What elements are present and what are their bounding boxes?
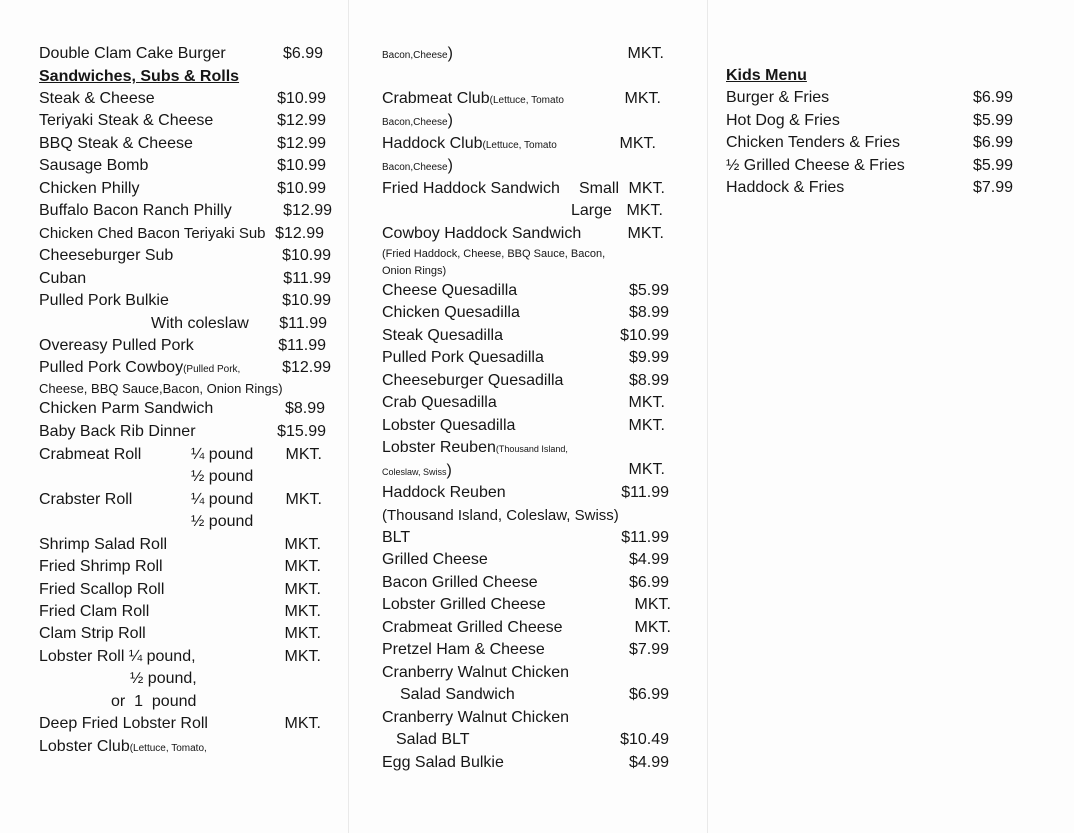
menu-item-name: Chicken Philly <box>39 180 140 197</box>
menu-item-name: Crabster Roll <box>39 491 133 508</box>
menu-item-size: Small <box>579 180 620 197</box>
menu-item-name: Hot Dog & Fries <box>726 112 840 129</box>
menu-item-price: MKT. <box>634 596 671 613</box>
menu-item-price: $12.99 <box>277 135 326 152</box>
menu-item-name: Steak Quesadilla <box>382 327 503 344</box>
menu-item-size: ½ pound <box>191 468 254 485</box>
menu-item-price: $10.99 <box>620 327 669 344</box>
menu-item-price: MKT. <box>619 135 656 152</box>
menu-item-name: Crabmeat Club(Lettuce, Tomato <box>382 90 564 107</box>
menu-item-price: $12.99 <box>277 112 326 129</box>
menu-item-name: Teriyaki Steak & Cheese <box>39 112 214 129</box>
menu-item-price: $7.99 <box>972 179 1013 196</box>
fold-line <box>348 0 349 833</box>
menu-item-name: Haddock Reuben <box>382 484 506 501</box>
menu-item-price: MKT. <box>284 558 321 575</box>
menu-item-price: $6.99 <box>972 134 1013 151</box>
menu-item-price: $11.99 <box>283 270 331 287</box>
menu-item-size: ¼ pound <box>191 491 254 508</box>
menu-item-name: Clam Strip Roll <box>39 625 146 642</box>
menu-item-size: ½ pound <box>191 513 254 530</box>
menu-item-price: MKT. <box>626 202 663 219</box>
menu-item-name: Shrimp Salad Roll <box>39 536 168 553</box>
menu-item-name: Bacon Grilled Cheese <box>382 574 538 591</box>
menu-item-price: MKT. <box>285 446 322 463</box>
menu-item-price: $11.99 <box>621 484 669 501</box>
menu-item-name: Crabmeat Grilled Cheese <box>382 619 563 636</box>
menu-item-price: MKT. <box>628 180 665 197</box>
menu-item-name: Lobster Roll ¼ pound, <box>39 648 196 665</box>
menu-item-name: Crab Quesadilla <box>382 394 497 411</box>
menu-item-name: Steak & Cheese <box>39 90 155 107</box>
menu-item-price: $6.99 <box>282 45 323 62</box>
menu-item-size: ½ pound, <box>130 670 197 687</box>
menu-item-price: $10.49 <box>620 731 669 748</box>
menu-item-name: Baby Back Rib Dinner <box>39 423 196 440</box>
menu-item-name: Lobster Grilled Cheese <box>382 596 546 613</box>
menu-item-price: $10.99 <box>277 180 326 197</box>
menu-item-price: MKT. <box>284 536 321 553</box>
menu-item-name: Cranberry Walnut Chicken <box>382 709 570 726</box>
menu-item-price: $4.99 <box>628 754 669 771</box>
menu-item-description: Onion Rings) <box>382 265 447 277</box>
menu-item-price: $7.99 <box>628 641 669 658</box>
menu-item-price: $11.99 <box>621 529 669 546</box>
menu-item-name: Double Clam Cake Burger <box>39 45 226 62</box>
menu-item-name: Chicken Parm Sandwich <box>39 400 214 417</box>
menu-item-name: Pulled Pork Quesadilla <box>382 349 544 366</box>
menu-item-name: BLT <box>382 529 411 546</box>
menu-item-name: ½ Grilled Cheese & Fries <box>726 157 905 174</box>
menu-item-name: Egg Salad Bulkie <box>382 754 504 771</box>
menu-item-name: Cranberry Walnut Chicken <box>382 664 570 681</box>
menu-item-price: MKT. <box>628 461 665 478</box>
menu-item-price: $9.99 <box>628 349 669 366</box>
menu-item-price: MKT. <box>284 715 321 732</box>
menu-item-name: Haddock & Fries <box>726 179 845 196</box>
menu-item-size: ¼ pound <box>191 446 254 463</box>
menu-item-price: $8.99 <box>628 372 669 389</box>
menu-item-price: MKT. <box>284 581 321 598</box>
menu-item-price: MKT. <box>627 45 664 62</box>
menu-item-name: Lobster Quesadilla <box>382 417 516 434</box>
menu-item-price: MKT. <box>285 491 322 508</box>
menu-item-price: $5.99 <box>972 112 1013 129</box>
menu-item-name: Sausage Bomb <box>39 157 149 174</box>
menu-item-price: $5.99 <box>628 282 669 299</box>
menu-item-price: $6.99 <box>972 89 1013 106</box>
menu-item-name: Pulled Pork Bulkie <box>39 292 169 309</box>
menu-item-name: Crabmeat Roll <box>39 446 142 463</box>
menu-item-name: Salad BLT <box>396 731 470 748</box>
menu-item-name: Fried Scallop Roll <box>39 581 165 598</box>
menu-item-name: Deep Fried Lobster Roll <box>39 715 208 732</box>
menu-item-price: MKT. <box>628 417 665 434</box>
menu-item-name: Cowboy Haddock Sandwich <box>382 225 582 242</box>
menu-item-price: $8.99 <box>284 400 325 417</box>
menu-item-description: Cheese, BBQ Sauce,Bacon, Onion Rings) <box>39 381 283 396</box>
menu-item-name: Burger & Fries <box>726 89 830 106</box>
menu-item-price: MKT. <box>624 90 661 107</box>
menu-item-name: Pulled Pork Cowboy(Pulled Pork, <box>39 359 241 376</box>
menu-item-price: MKT. <box>284 625 321 642</box>
menu-item-name: Cheeseburger Sub <box>39 247 174 264</box>
menu-item-description: Bacon,Cheese) <box>382 157 453 174</box>
menu-item-name: Grilled Cheese <box>382 551 488 568</box>
menu-item-name: Cuban <box>39 270 87 287</box>
menu-item-price: $4.99 <box>628 551 669 568</box>
menu-item-price: $15.99 <box>277 423 326 440</box>
menu-item-price: $12.99 <box>275 225 324 242</box>
menu-item-name: Fried Shrimp Roll <box>39 558 163 575</box>
menu-item-name: Pretzel Ham & Cheese <box>382 641 545 658</box>
menu-item-name: Haddock Club(Lettuce, Tomato <box>382 135 557 152</box>
menu-item-name: Chicken Ched Bacon Teriyaki Sub <box>39 225 266 242</box>
menu-item-name: Overeasy Pulled Pork <box>39 337 194 354</box>
menu-item-price: MKT. <box>627 225 664 242</box>
menu-item-description: Bacon,Cheese) <box>382 112 453 129</box>
menu-item-price: MKT. <box>628 394 665 411</box>
menu-item-price: $11.99 <box>279 315 327 332</box>
menu-item-price: $11.99 <box>278 337 326 354</box>
fold-line <box>707 0 708 833</box>
menu-item-price: $6.99 <box>628 686 669 703</box>
menu-item-description: (Fried Haddock, Cheese, BBQ Sauce, Bacon, <box>382 248 606 260</box>
menu-item-name: Buffalo Bacon Ranch Philly <box>39 202 232 219</box>
menu-item-price: MKT. <box>284 648 321 665</box>
menu-item-description: (Thousand Island, Coleslaw, Swiss) <box>382 507 619 524</box>
section-title-sandwiches: Sandwiches, Subs & Rolls <box>39 68 240 85</box>
menu-item-price: $10.99 <box>277 157 326 174</box>
menu-item-description: Bacon,Cheese) <box>382 45 453 62</box>
menu-item-price: $5.99 <box>972 157 1013 174</box>
menu-item-name: BBQ Steak & Cheese <box>39 135 193 152</box>
menu-item-price: $6.99 <box>628 574 669 591</box>
menu-item-price: MKT. <box>634 619 671 636</box>
menu-item-price: $12.99 <box>282 359 331 376</box>
menu-item-name: Lobster Club(Lettuce, Tomato, <box>39 738 207 755</box>
menu-item-size: or 1 pound <box>111 693 197 710</box>
menu-item-name: Fried Haddock Sandwich <box>382 180 560 197</box>
menu-item-price: $10.99 <box>282 292 331 309</box>
menu-item-price: MKT. <box>284 603 321 620</box>
menu-item-price: $10.99 <box>282 247 331 264</box>
menu-item-price: $10.99 <box>277 90 326 107</box>
menu-item-price: $12.99 <box>283 202 332 219</box>
menu-item-name: Chicken Tenders & Fries <box>726 134 900 151</box>
menu-item-name: Lobster Reuben(Thousand Island, <box>382 439 568 456</box>
menu-item-name: Salad Sandwich <box>400 686 515 703</box>
menu-item-size: Large <box>571 202 612 219</box>
menu-item-description: Coleslaw, Swiss) <box>382 462 452 479</box>
menu-item-name: Cheeseburger Quesadilla <box>382 372 564 389</box>
menu-item-name: Cheese Quesadilla <box>382 282 518 299</box>
menu-item-name: Chicken Quesadilla <box>382 304 520 321</box>
menu-item-price: $8.99 <box>628 304 669 321</box>
section-title-kids-menu: Kids Menu <box>726 67 807 84</box>
menu-item-name: Fried Clam Roll <box>39 603 150 620</box>
menu-item-option: With coleslaw <box>151 315 249 332</box>
